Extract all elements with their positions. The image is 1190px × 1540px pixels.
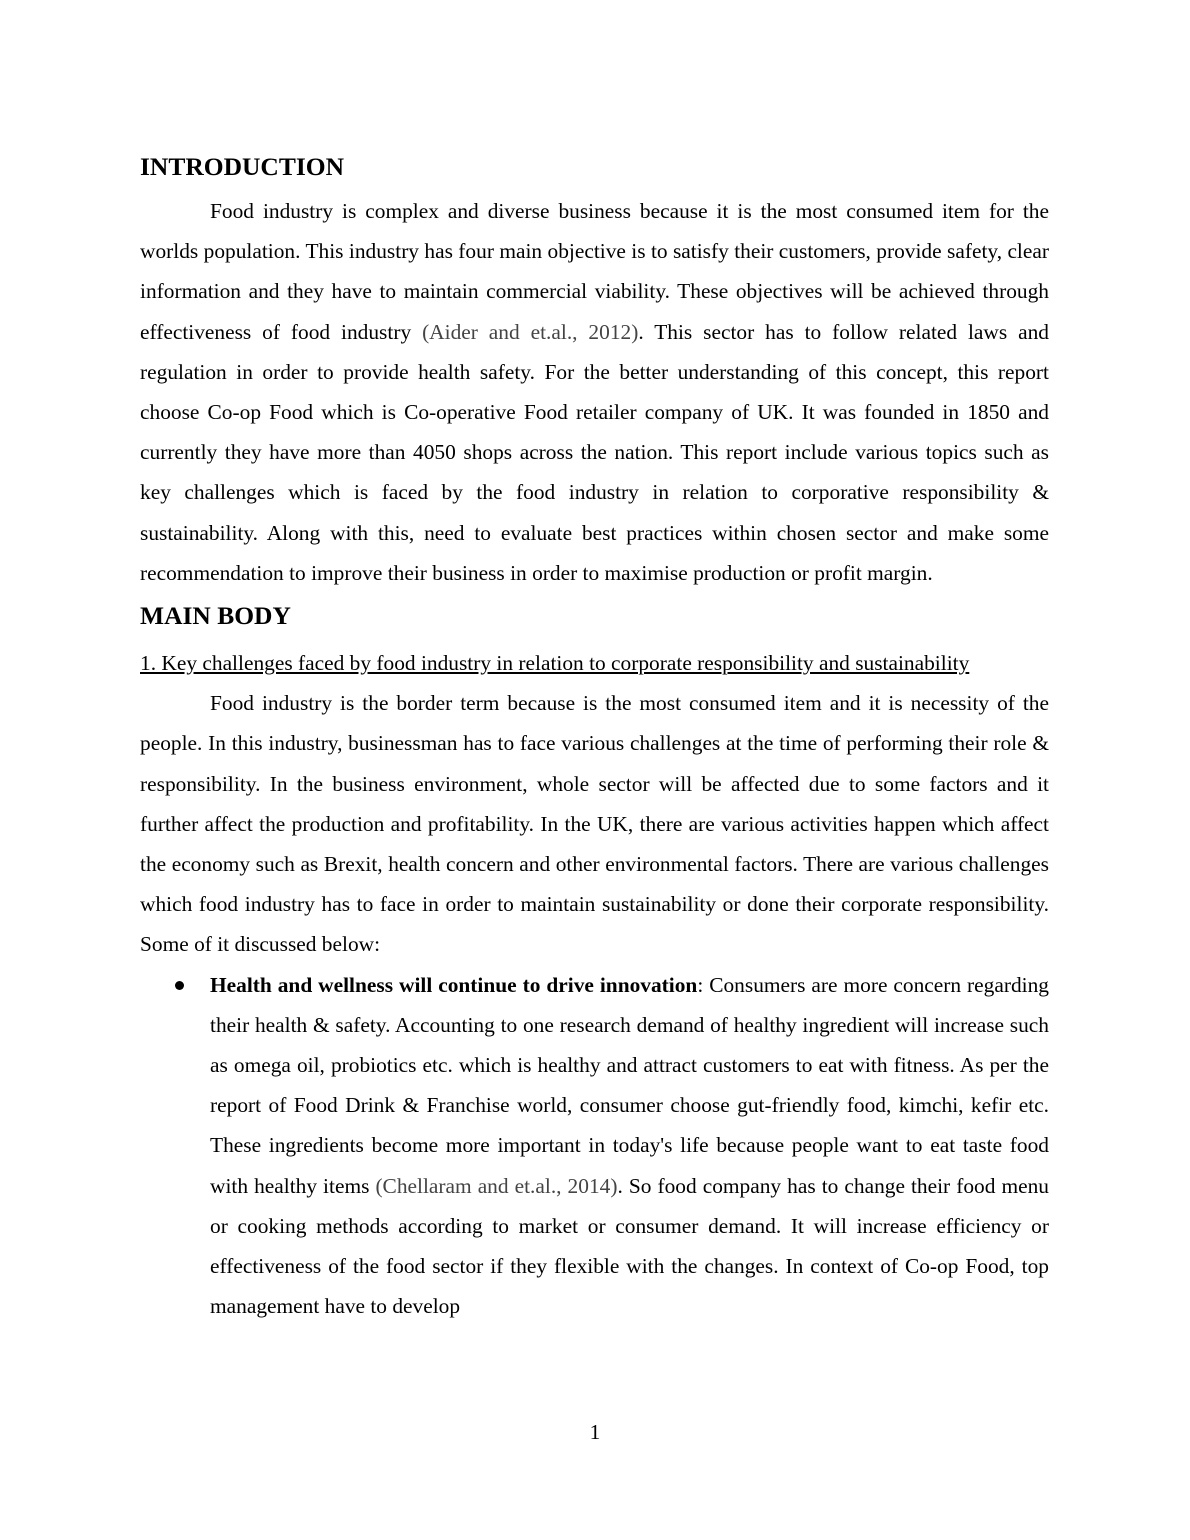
bullet-dot-icon (175, 981, 184, 990)
bullet-text-part-1: : Consumers are more concern regarding their health & safety. Accounting to one research demand of healthy ingredient will increase such as omega oil, probiotics etc. which is healthy and attract customers to eat with fitness. As per the report of Food Drink & Franchise world, consumer choose gut-friendly food, kimchi, kefir etc. These ingredients become more important in today's life because people want to eat taste food with healthy items (210, 972, 1049, 1198)
page-number: 1 (589, 1420, 601, 1444)
bullet-bold-title: Health and wellness will continue to drive innovation (210, 972, 698, 997)
introduction-paragraph (140, 191, 1049, 593)
bullet-text-part-2: . So food company has to change their food menu or cooking methods according to market or consumer demand. It will increase efficiency or effectiveness of the food sector if they flexible with the changes. In context of Co-op Food, top management have to develop (210, 1173, 1049, 1319)
challenges-bullet-list (140, 965, 1049, 1327)
citation-chellaram-2014: (Chellaram and et.al., 2014) (375, 1173, 618, 1198)
document-page (140, 150, 1049, 1326)
intro-text-part-2: . This sector has to follow related laws and regulation in order to provide health safety. For the better understanding of this concept, this report choose Co-op Food which is Co-operative Food retailer company of UK. It was founded in 1850 and currently they have more than 4050 shops across the nation. This report include various topics such as key challenges which is faced by the food industry in relation to corporative responsibility & sustainability. Along with this, need to evaluate best practices within chosen sector and make some recommendation to improve their business in order to maximise production or profit margin. (140, 319, 1049, 585)
section-1-subheading: 1. Key challenges faced by food industry in relation to corporate responsibility and sustainability (140, 651, 970, 676)
citation-aider-2012: (Aider and et.al., 2012) (422, 319, 639, 344)
section-1-paragraph: Food industry is the border term because is the most consumed item and it is necessity of the people. In this industry, businessman has to face various challenges at the time of performing their role & responsibility. In the business environment, whole sector will be affected due to some factors and it further affect the production and profitability. In the UK, there are various activities happen which affect the economy such as Brexit, health concern and other environmental factors. There are various challenges which food industry has to face in order to maintain sustainability or done their corporate responsibility. Some of it discussed below: (140, 691, 1049, 957)
main-body-heading: MAIN BODY (140, 601, 291, 631)
intro-text-part-1: Food industry is complex and diverse business because it is the most consumed item for the worlds population. This industry has four main objective is to satisfy their customers, provide safety, clear information and they have to maintain commercial viability. These objectives will be achieved through effectiveness of food industry (140, 199, 1049, 344)
bullet-health-wellness (140, 965, 1049, 1327)
introduction-heading: INTRODUCTION (140, 152, 345, 181)
